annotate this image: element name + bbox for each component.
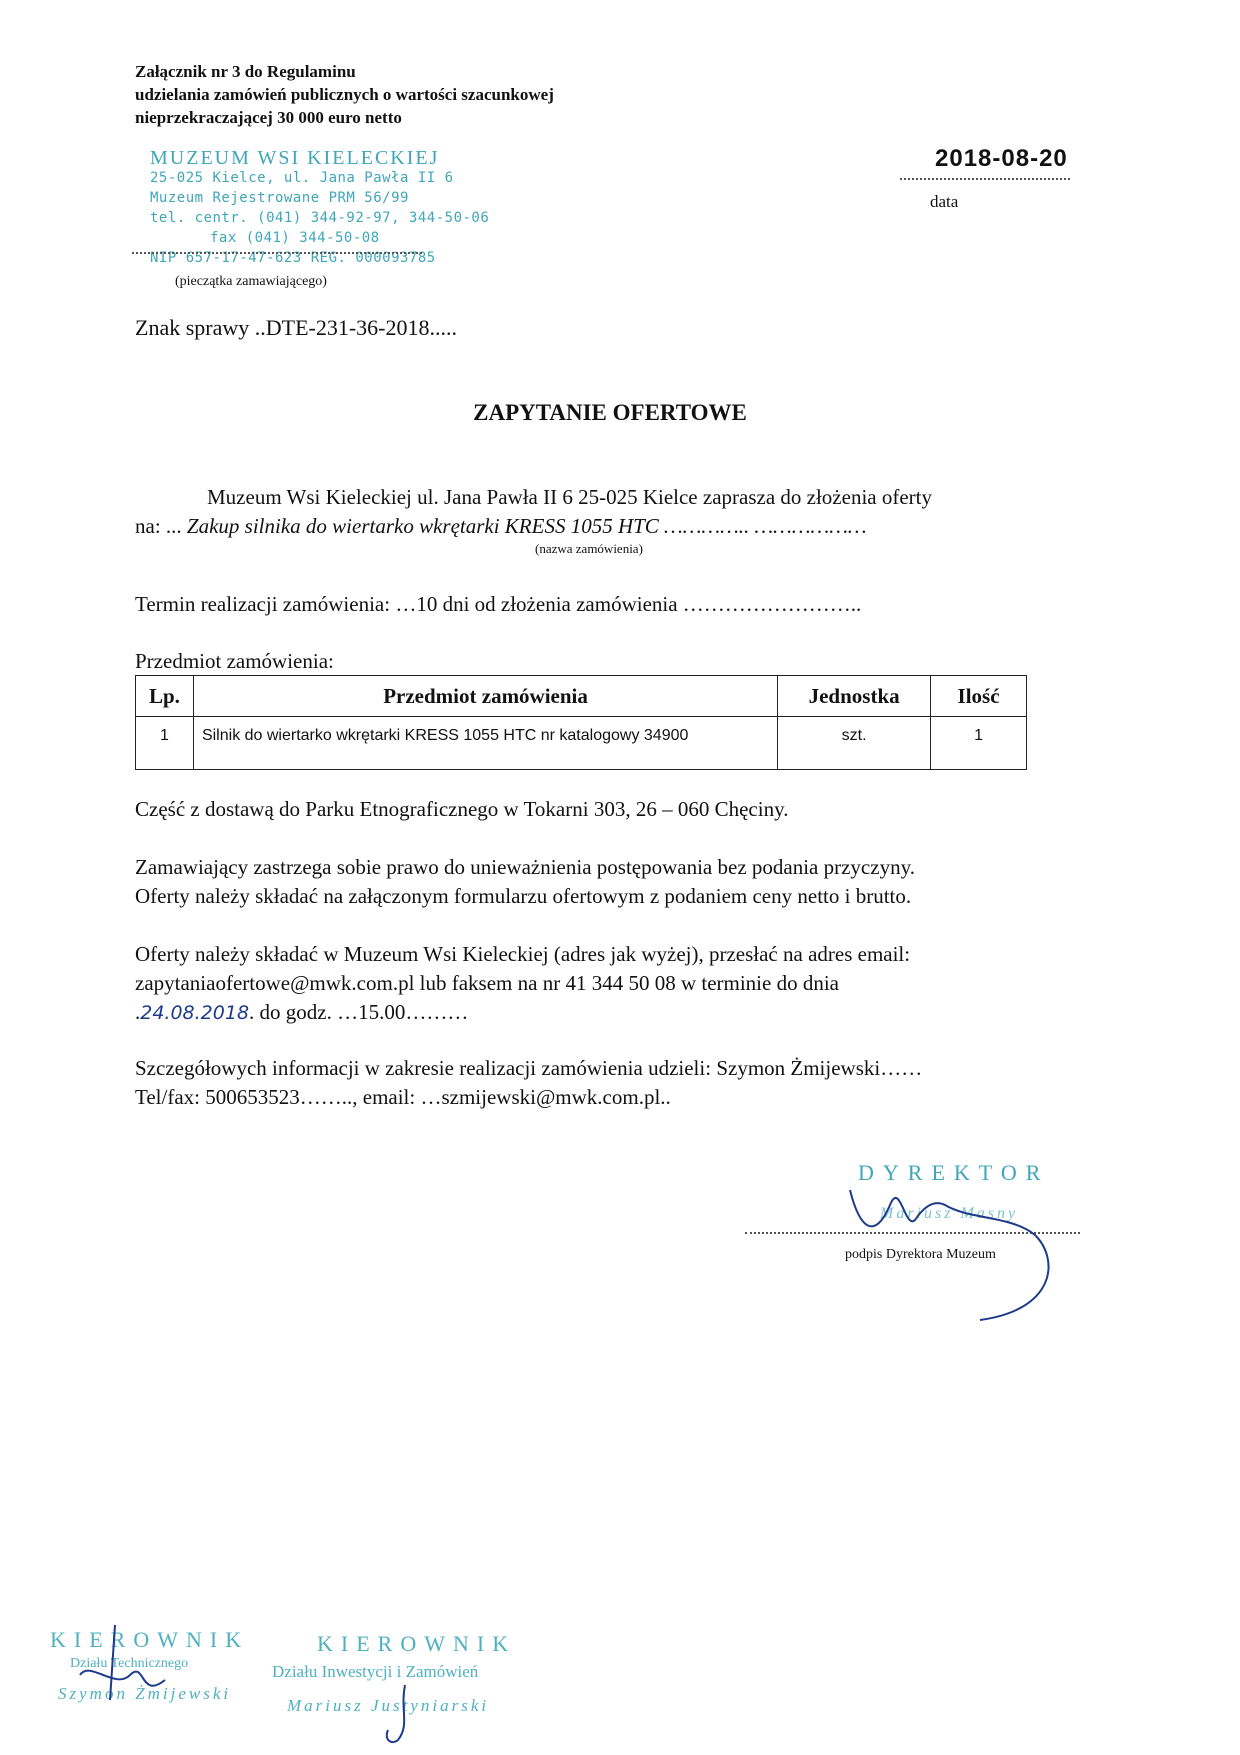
table-cell: Silnik do wiertarko wkrętarki KRESS 1055 HTC nr katalogowy 34900 [193, 717, 777, 770]
stamp-dotted-line [132, 252, 422, 254]
footer-stamp-title: KIEROWNIK [50, 1627, 250, 1652]
footer-stamp-dept: Działu Technicznego [70, 1656, 189, 1671]
footer-stamp-title: KIEROWNIK [317, 1631, 517, 1656]
contact-line: Szczegółowych informacji w zakresie realizacji zamówienia udzieli: Szymon Żmijewski…… [135, 1056, 923, 1080]
intro-paragraph [135, 483, 1085, 557]
attachment-header [135, 60, 554, 129]
offers-deadline-line [135, 998, 1085, 1028]
table-cell: szt. [778, 717, 931, 770]
offers-line: Oferty należy składać w Muzeum Wsi Kieleckiej (adres jak wyżej), przesłać na adres email: [135, 942, 911, 966]
dots: . [135, 1000, 141, 1024]
offers-time: . do godz. …15.00……… [249, 1000, 469, 1024]
intro-order-line [135, 512, 1085, 541]
contact-line: Tel/fax: 500653523…….., email: …szmijewski@mwk.com.pl.. [135, 1085, 671, 1109]
stamp-caption: (pieczątka zamawiającego) [175, 274, 327, 289]
order-name: Zakup silnika do wiertarko wkrętarki KRESS 1055 HTC ………….. ……………… [186, 514, 867, 538]
director-stamp-name: Mariusz Masny [880, 1205, 1019, 1222]
intro-line: Muzeum Wsi Kieleckiej ul. Jana Pawła II 6 25-025 Kielce zaprasza do złożenia oferty [207, 485, 932, 509]
terms-line: Zamawiający zastrzega sobie prawo do unieważnienia postępowania bez podania przyczyny. [135, 855, 915, 879]
footer-stamp-dept: Działu Inwestycji i Zamówień [272, 1662, 479, 1681]
footer-signature [370, 1680, 430, 1750]
delivery-info: Część z dostawą do Parku Etnograficznego w Tokarni 303, 26 – 060 Chęciny. [135, 797, 789, 821]
date-dotted-line [900, 178, 1070, 180]
stamp-line: MUZEUM WSI KIELECKIEJ [150, 147, 440, 169]
stamp-line: fax (041) 344-50-08 [210, 230, 380, 246]
terms-line: Oferty należy składać na załączonym formularzu ofertowym z podaniem ceny netto i brutto. [135, 884, 912, 908]
table-cell: 1 [136, 717, 194, 770]
column-header: Jednostka [778, 676, 931, 717]
subject-label: Przedmiot zamówienia: [135, 649, 334, 673]
footer-stamp-name: Szymon Żmijewski [58, 1684, 232, 1703]
date-stamp: 2018-08-20 [935, 145, 1068, 172]
signature-caption: podpis Dyrektora Muzeum [845, 1247, 996, 1262]
offers-line: zapytaniaofertowe@mwk.com.pl lub faksem na nr 41 344 50 08 w terminie do dnia [135, 971, 839, 995]
stamp-line: tel. centr. (041) 344-92-97, 344-50-06 [150, 210, 490, 226]
date-label: data [930, 192, 959, 211]
offers-paragraph [135, 940, 1085, 1028]
column-header: Ilość [931, 676, 1027, 717]
table-header-row [136, 676, 1027, 717]
stamp-line: Muzeum Rejestrowane PRM 56/99 [150, 190, 409, 206]
contact-paragraph [135, 1054, 1085, 1112]
terms-paragraph [135, 853, 1085, 911]
stamp-line: NIP 657-17-47-623 REG. 000093785 [150, 250, 436, 266]
header-line: Załącznik nr 3 do Regulaminu [135, 62, 356, 81]
column-header: Lp. [136, 676, 194, 717]
document-title: ZAPYTANIE OFERTOWE [473, 400, 747, 425]
institution-stamp [150, 148, 489, 268]
order-table [135, 675, 1027, 770]
realization-deadline: Termin realizacji zamówienia: …10 dni od złożenia zamówienia …………………….. [135, 592, 862, 616]
intro-prefix: na: ... [135, 514, 187, 538]
table-cell: 1 [931, 717, 1027, 770]
footer-stamp-name: Mariusz Justyniarski [287, 1696, 490, 1715]
header-line: nieprzekraczającej 30 000 euro netto [135, 108, 402, 127]
header-line: udzielania zamówień publicznych o wartości szacunkowej [135, 85, 554, 104]
case-reference: Znak sprawy ..DTE-231-36-2018..... [135, 315, 457, 340]
director-signature [830, 1160, 1090, 1330]
column-header: Przedmiot zamówienia [193, 676, 777, 717]
director-stamp-title: DYREKTOR [858, 1160, 1050, 1185]
handwritten-deadline: 24.08.2018 [140, 1002, 250, 1024]
order-name-caption: (nazwa zamówienia) [535, 541, 643, 556]
table-row [136, 717, 1027, 770]
stamp-line: 25-025 Kielce, ul. Jana Pawła II 6 [150, 170, 454, 186]
footer-signature [70, 1620, 190, 1710]
